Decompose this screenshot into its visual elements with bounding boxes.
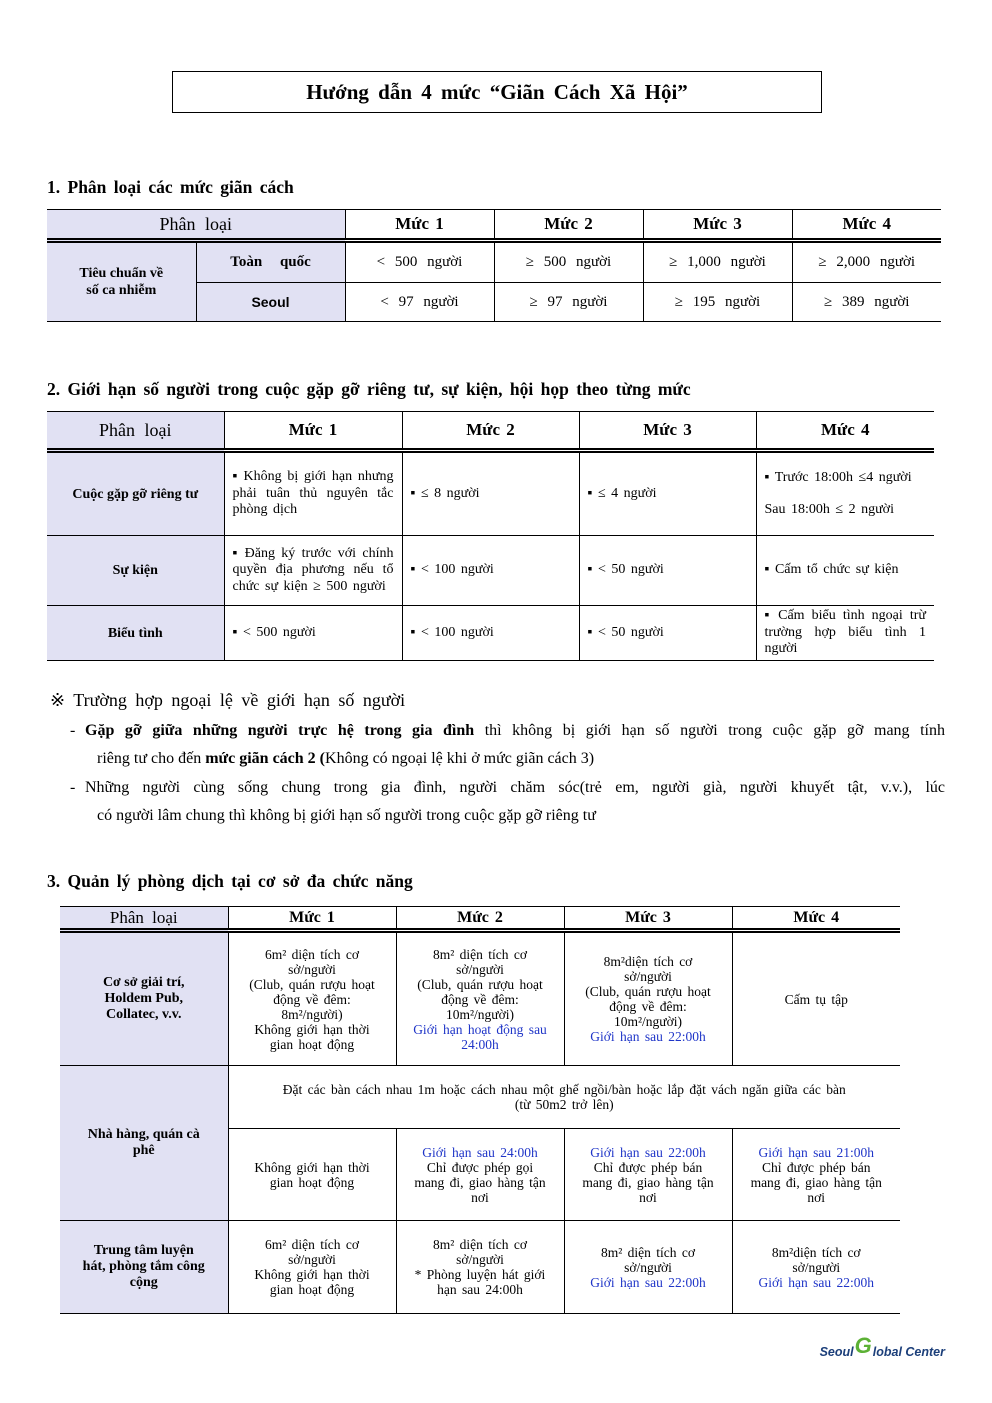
table-cell: ≥ 389 người (792, 283, 941, 322)
table-cell: ≥ 500 người (494, 241, 643, 283)
cell-text: ▪ Cấm tổ chức sự kiện (764, 562, 899, 578)
cell-text: (Club, quán rượu hoạt động về đêm: 8m²/người) (249, 976, 375, 1022)
cell-text: ▪ < 100 người (410, 624, 494, 640)
table-cell (224, 536, 402, 606)
cell-text: Cấm tụ tập (784, 991, 848, 1007)
cell-text: (từ 50m2 trở lên) (514, 1097, 614, 1112)
table-row (47, 536, 934, 606)
header-level-2: Mức 2 (402, 412, 579, 451)
cell-text: 8m²diện tích cơ sở/người (603, 954, 693, 984)
cell-text: * Phòng luyện hát giới hạn sau 24:00h (414, 1267, 546, 1297)
table-cell (579, 451, 756, 536)
header-level-4: Mức 4 (732, 907, 900, 931)
cell-text: Đặt các bàn cách nhau 1m hoặc cách nhau một ghế ngồi/bàn hoặc lắp đặt vách ngăn giữa các bàn (282, 1082, 846, 1097)
cell-text: ▪ < 500 người (232, 624, 316, 640)
cell-text: ▪ Không bị giới hạn nhưng phải tuân thủ nguyên tắc phòng dịch (232, 469, 394, 518)
table-cell (564, 1129, 732, 1221)
table-cell (732, 931, 900, 1066)
body-text: có người lâm chung thì không bị giới hạn số người trong cuộc gặp gỡ riêng tư (97, 807, 596, 824)
cell-highlight-text: Giới hạn hoạt động sau 24:00h (413, 1021, 547, 1052)
logo-g-mark-icon: G (854, 1333, 872, 1358)
cell-text: Không giới hạn thời gian hoạt động (254, 1159, 370, 1190)
table-row (47, 451, 934, 536)
table-cell (402, 606, 579, 661)
cell-text: (Club, quán rượu hoạt động về đêm: 10m²/người) (585, 984, 711, 1029)
cell-highlight-text: Giới hạn sau 22:00h (758, 1274, 874, 1290)
table-cell (396, 931, 564, 1066)
row-label-restaurants: Nhà hàng, quán cà phê (60, 1066, 228, 1221)
bold-text: mức giãn cách 2 ( (205, 750, 326, 767)
table-header-row (47, 412, 934, 451)
row-label-private-gathering: Cuộc gặp gỡ riêng tư (47, 451, 224, 536)
seoul-global-center-logo (819, 1333, 945, 1365)
table-row (60, 1066, 900, 1129)
table-cell: ≥ 1,000 người (643, 241, 792, 283)
exception-item-2-line-2 (97, 805, 596, 827)
table-cell (756, 451, 934, 536)
header-level-1: Mức 1 (224, 412, 402, 451)
header-level-2: Mức 2 (494, 210, 643, 241)
cell-text: ▪ < 50 người (587, 624, 664, 640)
header-level-4: Mức 4 (792, 210, 941, 241)
cell-text: ▪ Đăng ký trước với chính quyền địa phương nếu tổ chức sự kiện ≥ 500 người (232, 545, 394, 594)
table-cell (564, 931, 732, 1066)
cell-highlight-text: Giới hạn sau 22:00h (590, 1029, 706, 1044)
cell-text: ▪ Cấm biểu tình ngoại trừ trường hợp biểu tình 1 người (764, 608, 926, 657)
table-cell (224, 606, 402, 661)
table-row (60, 1221, 900, 1314)
cell-text: Chỉ được phép bán mang đi, giao hàng tận nơi (750, 1159, 882, 1205)
table-row (60, 931, 900, 1066)
body-text: Những người cùng sống chung trong gia đình, người chăm sóc(trẻ em, người già, người khuyết tật, v.v.), lúc (85, 779, 945, 796)
header-category: Phân loại (47, 412, 224, 451)
header-category: Phân loại (47, 210, 345, 241)
header-level-3: Mức 3 (564, 907, 732, 931)
header-level-2: Mức 2 (396, 907, 564, 931)
exception-item-1-line-2 (97, 748, 594, 770)
table-cell (402, 451, 579, 536)
row-label-protests: Biểu tình (47, 606, 224, 661)
row-group-label-case-criteria: Tiêu chuẩn về số ca nhiễm (47, 241, 196, 322)
table-cell (564, 1221, 732, 1314)
table-header-row (60, 907, 900, 931)
logo-text-seoul: Seoul (819, 1345, 854, 1359)
table-cell (732, 1129, 900, 1221)
logo-text-global-center: lobal Center (872, 1345, 945, 1359)
body-text: thì không bị giới hạn số người trong cuộc gặp gỡ mang tính (474, 722, 946, 739)
table-cell (228, 1221, 396, 1314)
table-cell (396, 1129, 564, 1221)
row-label-karaoke-bathhouse: Trung tâm luyện hát, phòng tắm công cộng (60, 1221, 228, 1314)
cell-text: ▪ ≤ 8 người (410, 485, 480, 501)
cell-text: Chỉ được phép bán mang đi, giao hàng tận nơi (582, 1159, 714, 1205)
cell-highlight-text: Giới hạn sau 22:00h (590, 1144, 706, 1160)
cell-text: 6m² diện tích cơ sở/người (264, 1237, 360, 1267)
section-2-heading: 2. Giới hạn số người trong cuộc gặp gỡ riêng tư, sự kiện, hội họp theo từng mức (47, 379, 691, 399)
document-title-box (172, 71, 822, 113)
table-row (47, 606, 934, 661)
table-cell (579, 606, 756, 661)
header-level-3: Mức 3 (579, 412, 756, 451)
gathering-limits-table (47, 411, 934, 661)
table-cell (732, 1221, 900, 1314)
header-level-3: Mức 3 (643, 210, 792, 241)
cell-text: Không giới hạn thời gian hoạt động (254, 1021, 370, 1052)
merged-table-cell (228, 1066, 900, 1129)
table-cell: < 500 người (345, 241, 494, 283)
exception-item-1-line-1 (70, 720, 945, 742)
table-cell (224, 451, 402, 536)
section-1-heading: 1. Phân loại các mức giãn cách (47, 177, 294, 197)
row-label-nationwide: Toàn quốc (196, 241, 345, 283)
cell-highlight-text: Giới hạn sau 24:00h (422, 1144, 538, 1160)
cell-text: 8m² diện tích cơ sở/người (432, 1237, 528, 1267)
facility-management-table (60, 906, 900, 1314)
cell-text: Sau 18:00h ≤ 2 người (764, 502, 894, 517)
row-label-events: Sự kiện (47, 536, 224, 606)
header-level-1: Mức 1 (228, 907, 396, 931)
table-cell (396, 1221, 564, 1314)
cell-text: 8m² diện tích cơ sở/người (432, 946, 528, 977)
cell-text: ▪ < 100 người (410, 562, 494, 578)
table-cell (228, 1129, 396, 1221)
cell-text: ▪ ≤ 4 người (587, 485, 657, 501)
table-cell (228, 931, 396, 1066)
table-cell: < 97 người (345, 283, 494, 322)
table-cell (402, 536, 579, 606)
header-level-1: Mức 1 (345, 210, 494, 241)
table-header-row (47, 210, 941, 241)
row-label-entertainment: Cơ sở giải trí, Holdem Pub, Collatec, v.v. (60, 931, 228, 1066)
cell-text: Không giới hạn thời gian hoạt động (254, 1267, 370, 1297)
document-title: Hướng dẫn 4 mức “Giãn Cách Xã Hội” (306, 79, 688, 104)
table-cell (579, 536, 756, 606)
row-label-seoul: Seoul (196, 283, 345, 322)
cell-highlight-text: Giới hạn sau 22:00h (590, 1274, 706, 1290)
dash-bullet: - (70, 779, 76, 796)
table-cell: ≥ 97 người (494, 283, 643, 322)
exception-item-2-line-1 (70, 777, 945, 799)
bold-text: Gặp gỡ giữa những người trực hệ trong gia đình (85, 722, 475, 739)
cell-text: 6m² diện tích cơ sở/người (264, 946, 360, 977)
exceptions-heading: ※ Trường hợp ngoại lệ về giới hạn số người (50, 690, 406, 710)
table-row (47, 241, 941, 283)
table-cell: ≥ 2,000 người (792, 241, 941, 283)
table-cell (756, 606, 934, 661)
cell-text: ▪ < 50 người (587, 562, 664, 578)
cell-text: Chỉ được phép gọi mang đi, giao hàng tận nơi (414, 1159, 546, 1205)
distancing-level-criteria-table (47, 209, 941, 322)
body-text: riêng tư cho đến (97, 750, 206, 767)
cell-highlight-text: Giới hạn sau 21:00h (758, 1144, 874, 1160)
body-text: Không có ngoại lệ khi ở mức giãn cách 3) (325, 750, 595, 767)
cell-text: 8m² diện tích cơ sở/người (600, 1244, 696, 1275)
cell-text: ▪ Trước 18:00h ≤4 người (764, 469, 912, 485)
dash-bullet: - (70, 722, 76, 739)
table-cell: ≥ 195 người (643, 283, 792, 322)
cell-text: (Club, quán rượu hoạt động về đêm: 10m²/người) (417, 976, 543, 1022)
header-category: Phân loại (60, 907, 228, 931)
table-cell (756, 536, 934, 606)
header-level-4: Mức 4 (756, 412, 934, 451)
section-3-heading: 3. Quản lý phòng dịch tại cơ sở đa chức năng (47, 871, 413, 891)
cell-text: 8m²diện tích cơ sở/người (771, 1244, 861, 1275)
